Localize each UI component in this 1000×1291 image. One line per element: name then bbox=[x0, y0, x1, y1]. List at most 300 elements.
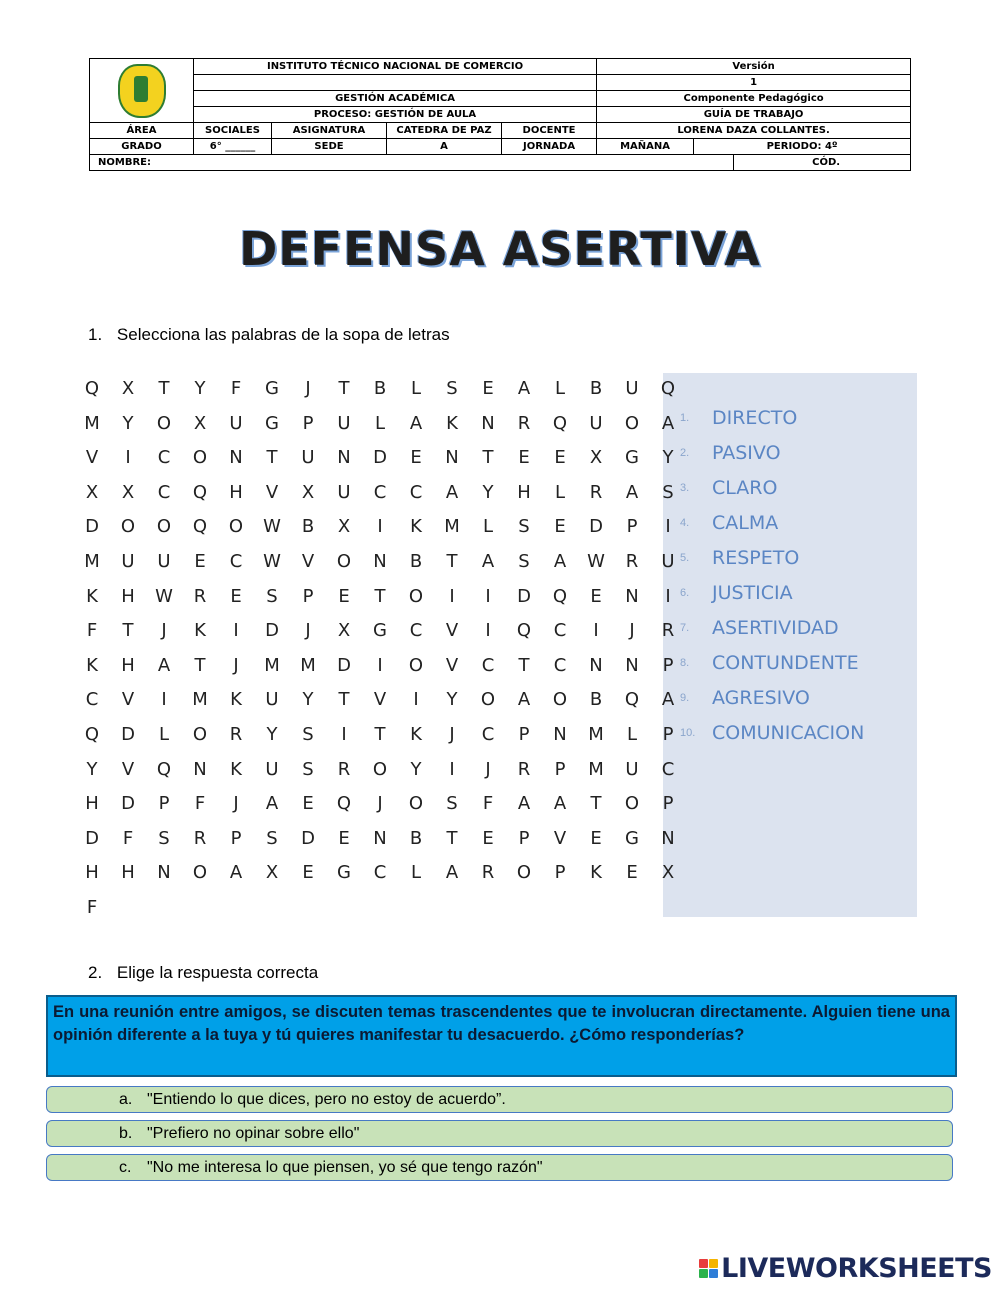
grid-letter[interactable]: X bbox=[121, 481, 135, 503]
grid-letter[interactable]: M bbox=[444, 516, 460, 538]
grid-letter[interactable]: B bbox=[301, 516, 315, 538]
grid-letter[interactable]: T bbox=[590, 793, 602, 815]
grid-letter[interactable]: U bbox=[229, 412, 243, 434]
grid-letter[interactable]: B bbox=[589, 689, 603, 711]
grid-letter[interactable]: G bbox=[625, 827, 639, 849]
word-number: 8. bbox=[680, 657, 690, 670]
word-list bbox=[680, 400, 864, 751]
grid-letter[interactable]: C bbox=[481, 654, 495, 676]
grid-letter[interactable]: V bbox=[373, 689, 387, 711]
grid-letter[interactable]: U bbox=[589, 412, 603, 434]
grid-letter[interactable]: D bbox=[589, 516, 603, 538]
grid-letter[interactable]: B bbox=[409, 550, 423, 572]
grid-letter[interactable]: I bbox=[377, 654, 383, 676]
grid-letter[interactable]: H bbox=[229, 481, 243, 503]
grid-letter[interactable]: D bbox=[121, 723, 135, 745]
area-value: SOCIALES bbox=[194, 123, 272, 139]
grid-letter[interactable]: G bbox=[625, 447, 639, 469]
grid-letter[interactable]: E bbox=[338, 827, 350, 849]
grid-letter[interactable]: V bbox=[445, 620, 459, 642]
grid-letter[interactable]: A bbox=[157, 654, 171, 676]
grid-letter[interactable]: N bbox=[193, 758, 207, 780]
grid-letter[interactable]: N bbox=[625, 585, 639, 607]
grid-letter[interactable]: L bbox=[554, 378, 566, 399]
grid-letter[interactable]: A bbox=[517, 378, 531, 399]
grid-letter[interactable]: A bbox=[445, 862, 459, 884]
grid-letter[interactable]: X bbox=[265, 862, 279, 884]
grid-letter[interactable]: P bbox=[626, 516, 638, 538]
grid-letter[interactable]: M bbox=[300, 654, 316, 676]
grid-letter[interactable]: I bbox=[485, 585, 491, 607]
grid-letter[interactable]: R bbox=[661, 620, 675, 642]
grid-letter[interactable]: R bbox=[193, 585, 207, 607]
word-text: RESPETO bbox=[712, 546, 800, 569]
grid-letter[interactable]: L bbox=[410, 378, 422, 399]
grid-letter[interactable]: A bbox=[481, 550, 495, 572]
grid-letter[interactable]: A bbox=[517, 689, 531, 711]
grid-letter[interactable]: W bbox=[587, 550, 605, 572]
section2-instruction: Elige la respuesta correcta bbox=[116, 963, 319, 982]
grid-letter[interactable]: T bbox=[518, 654, 530, 676]
grid-letter[interactable]: L bbox=[158, 723, 170, 745]
header-table bbox=[89, 58, 911, 171]
grid-letter[interactable]: O bbox=[372, 758, 388, 780]
grid-letter[interactable]: R bbox=[517, 758, 531, 780]
grid-letter[interactable]: Y bbox=[662, 447, 674, 469]
grid-letter[interactable]: U bbox=[625, 758, 639, 780]
grid-letter[interactable]: I bbox=[449, 758, 455, 780]
grid-letter[interactable]: I bbox=[665, 516, 671, 538]
grid-letter[interactable]: V bbox=[121, 689, 135, 711]
grid-letter[interactable]: Q bbox=[336, 793, 352, 815]
grid-letter[interactable]: W bbox=[155, 585, 173, 607]
grid-letter[interactable]: X bbox=[301, 481, 315, 503]
grid-letter[interactable]: C bbox=[229, 550, 243, 572]
grid-letter[interactable]: L bbox=[626, 723, 638, 745]
grid-letter[interactable]: O bbox=[192, 447, 208, 469]
grid-letter[interactable]: Y bbox=[302, 689, 314, 711]
word-text: JUSTICIA bbox=[712, 582, 793, 605]
grid-letter[interactable]: E bbox=[482, 827, 494, 849]
grid-letter[interactable]: O bbox=[336, 550, 352, 572]
grid-letter[interactable]: Q bbox=[192, 516, 208, 538]
grid-letter[interactable]: R bbox=[193, 827, 207, 849]
grid-letter[interactable]: O bbox=[552, 689, 568, 711]
teacher-label: DOCENTE bbox=[502, 123, 597, 139]
grid-letter[interactable]: P bbox=[518, 723, 530, 745]
name-field[interactable]: NOMBRE: bbox=[90, 155, 734, 171]
grid-letter[interactable]: Q bbox=[84, 378, 100, 399]
grid-letter[interactable]: F bbox=[194, 793, 206, 815]
grid-letter[interactable]: Q bbox=[516, 620, 532, 642]
grid-letter[interactable]: J bbox=[449, 723, 455, 745]
grid-letter[interactable]: G bbox=[265, 412, 279, 434]
grid-letter[interactable]: Q bbox=[84, 723, 100, 745]
site-label: SEDE bbox=[272, 139, 387, 155]
grid-letter[interactable]: H bbox=[85, 793, 99, 815]
grid-letter[interactable]: I bbox=[341, 723, 347, 745]
component: Componente Pedagógico bbox=[597, 91, 911, 107]
grid-letter[interactable]: L bbox=[554, 481, 566, 503]
guide: GUÍA DE TRABAJO bbox=[597, 107, 911, 123]
grid-letter[interactable]: I bbox=[593, 620, 599, 642]
grid-letter[interactable]: E bbox=[518, 447, 530, 469]
grid-letter[interactable]: C bbox=[373, 862, 387, 884]
grid-letter[interactable]: A bbox=[409, 412, 423, 434]
grid-letter[interactable]: O bbox=[120, 516, 136, 538]
grid-letter[interactable]: O bbox=[408, 654, 424, 676]
grid-letter[interactable]: J bbox=[161, 620, 167, 642]
grid-letter[interactable]: Y bbox=[86, 758, 98, 780]
grid-letter[interactable]: V bbox=[265, 481, 279, 503]
grid-letter[interactable]: A bbox=[265, 793, 279, 815]
grid-letter[interactable]: T bbox=[122, 620, 134, 642]
grid-letter[interactable]: Q bbox=[552, 412, 568, 434]
grid-letter[interactable]: G bbox=[337, 862, 351, 884]
page-title: DEFENSA ASERTIVA bbox=[239, 222, 761, 276]
grid-letter[interactable]: P bbox=[662, 723, 674, 745]
grid-letter[interactable]: L bbox=[374, 412, 386, 434]
grid-letter[interactable]: B bbox=[373, 378, 387, 399]
grid-letter[interactable]: A bbox=[517, 793, 531, 815]
grid-letter[interactable]: V bbox=[553, 827, 567, 849]
liveworksheets-brand[interactable] bbox=[699, 1253, 992, 1284]
grid-letter[interactable]: Q bbox=[552, 585, 568, 607]
grid-letter[interactable]: V bbox=[121, 758, 135, 780]
grid-letter[interactable]: F bbox=[86, 620, 98, 642]
grid-letter[interactable]: E bbox=[302, 862, 314, 884]
grid-letter[interactable]: X bbox=[121, 378, 135, 399]
grid-letter[interactable]: Y bbox=[194, 378, 206, 399]
word-number: 9. bbox=[680, 692, 690, 705]
grid-letter[interactable]: Q bbox=[624, 689, 640, 711]
grid-letter[interactable]: I bbox=[377, 516, 383, 538]
grid-letter[interactable]: D bbox=[337, 654, 351, 676]
grid-letter[interactable]: C bbox=[553, 620, 567, 642]
grid-letter[interactable]: P bbox=[302, 412, 314, 434]
grid-letter[interactable]: D bbox=[301, 827, 315, 849]
grid-letter[interactable]: E bbox=[590, 827, 602, 849]
word-list-item bbox=[680, 470, 864, 505]
word-number: 1. bbox=[680, 411, 690, 424]
grid-letter[interactable]: C bbox=[409, 620, 423, 642]
grid-letter[interactable]: N bbox=[553, 723, 567, 745]
grid-letter[interactable]: C bbox=[661, 758, 675, 780]
option-letter: c. bbox=[119, 1159, 132, 1176]
grid-letter[interactable]: S bbox=[518, 516, 530, 538]
grid-letter[interactable]: E bbox=[554, 447, 566, 469]
grid-letter[interactable]: I bbox=[125, 447, 131, 469]
grid-letter[interactable]: B bbox=[409, 827, 423, 849]
grid-letter[interactable]: H bbox=[121, 654, 135, 676]
word-number: 7. bbox=[680, 622, 690, 635]
grid-letter[interactable]: E bbox=[230, 585, 242, 607]
word-search-grid[interactable] bbox=[74, 372, 686, 926]
grid-letter[interactable]: O bbox=[480, 689, 496, 711]
grid-letter[interactable]: U bbox=[265, 689, 279, 711]
grid-letter[interactable]: T bbox=[374, 723, 386, 745]
grid-letter[interactable]: F bbox=[86, 896, 98, 918]
grid-letter[interactable]: F bbox=[230, 378, 242, 399]
grid-letter[interactable]: A bbox=[661, 689, 675, 711]
grid-letter[interactable]: V bbox=[85, 447, 99, 469]
word-list-item bbox=[680, 435, 864, 470]
grid-letter[interactable]: K bbox=[446, 412, 458, 434]
grid-letter[interactable]: O bbox=[624, 412, 640, 434]
grid-letter[interactable]: M bbox=[84, 412, 100, 434]
grid-letter[interactable]: J bbox=[629, 620, 635, 642]
word-list-item bbox=[680, 505, 864, 540]
grid-letter[interactable]: J bbox=[485, 758, 491, 780]
grid-letter[interactable]: T bbox=[338, 689, 350, 711]
grid-letter[interactable]: K bbox=[230, 689, 242, 711]
grid-letter[interactable]: N bbox=[661, 827, 675, 849]
grid-letter[interactable]: T bbox=[194, 654, 206, 676]
grid-letter[interactable]: T bbox=[446, 550, 458, 572]
grid-letter[interactable]: M bbox=[84, 550, 100, 572]
grid-letter[interactable]: M bbox=[192, 689, 208, 711]
grid-letter[interactable]: N bbox=[445, 447, 459, 469]
grid-letter[interactable]: X bbox=[85, 481, 99, 503]
grid-letter[interactable]: U bbox=[625, 378, 639, 399]
grid-letter[interactable]: Y bbox=[446, 689, 458, 711]
grid-letter[interactable]: J bbox=[305, 378, 311, 399]
grid-letter[interactable]: K bbox=[86, 585, 98, 607]
grid-letter[interactable]: Q bbox=[192, 481, 208, 503]
grid-letter[interactable]: I bbox=[449, 585, 455, 607]
grid-letter[interactable]: N bbox=[481, 412, 495, 434]
grid-letter[interactable]: X bbox=[589, 447, 603, 469]
grid-letter[interactable]: C bbox=[157, 447, 171, 469]
grid-letter[interactable]: S bbox=[302, 723, 314, 745]
grid-letter[interactable]: O bbox=[156, 516, 172, 538]
grid-letter[interactable]: T bbox=[266, 447, 278, 469]
grid-letter[interactable]: N bbox=[625, 654, 639, 676]
grid-letter[interactable]: E bbox=[302, 793, 314, 815]
word-number: 4. bbox=[680, 516, 690, 529]
option-text: "Entiendo lo que dices, pero no estoy de acuerdo”. bbox=[147, 1091, 506, 1108]
grid-letter[interactable]: C bbox=[553, 654, 567, 676]
brand-text: LIVEWORKSHEETS bbox=[721, 1253, 992, 1284]
grid-letter[interactable]: Y bbox=[266, 723, 278, 745]
grid-letter[interactable]: A bbox=[445, 481, 459, 503]
grid-letter[interactable]: C bbox=[85, 689, 99, 711]
grid-letter[interactable]: A bbox=[661, 412, 675, 434]
section1-number: 1. bbox=[88, 325, 103, 344]
grid-letter[interactable]: M bbox=[588, 758, 604, 780]
word-text: DIRECTO bbox=[712, 406, 798, 429]
grid-letter[interactable]: U bbox=[301, 447, 315, 469]
grid-letter[interactable]: J bbox=[377, 793, 383, 815]
grid-letter[interactable]: U bbox=[661, 550, 675, 572]
grid-letter[interactable]: P bbox=[554, 862, 566, 884]
grid-letter[interactable]: X bbox=[337, 620, 351, 642]
grid-letter[interactable]: X bbox=[337, 516, 351, 538]
grid-letter[interactable]: P bbox=[302, 585, 314, 607]
grid-letter[interactable]: G bbox=[265, 378, 279, 399]
grid-letter[interactable]: I bbox=[413, 689, 419, 711]
grid-letter[interactable]: N bbox=[589, 654, 603, 676]
grid-letter[interactable]: K bbox=[410, 723, 422, 745]
grid-letter[interactable]: P bbox=[662, 793, 674, 815]
grid-letter[interactable]: K bbox=[410, 516, 422, 538]
grid-letter[interactable]: R bbox=[625, 550, 639, 572]
grid-letter[interactable]: Q bbox=[660, 378, 676, 399]
grid-letter[interactable]: O bbox=[192, 723, 208, 745]
grid-letter[interactable]: L bbox=[410, 862, 422, 884]
grid-letter[interactable]: U bbox=[265, 758, 279, 780]
grid-letter[interactable]: O bbox=[408, 585, 424, 607]
grid-letter[interactable]: E bbox=[590, 585, 602, 607]
grid-letter[interactable]: H bbox=[121, 585, 135, 607]
grid-letter[interactable]: R bbox=[589, 481, 603, 503]
grid-letter[interactable]: P bbox=[158, 793, 170, 815]
word-number: 10. bbox=[680, 727, 696, 740]
grid-letter[interactable]: N bbox=[337, 447, 351, 469]
school-logo-cell bbox=[90, 59, 194, 123]
grid-letter[interactable]: S bbox=[446, 793, 458, 815]
grid-letter[interactable]: F bbox=[482, 793, 494, 815]
grid-letter[interactable]: J bbox=[305, 620, 311, 642]
grid-letter[interactable]: K bbox=[590, 862, 602, 884]
grid-letter[interactable]: S bbox=[446, 378, 458, 399]
grid-letter[interactable]: F bbox=[122, 827, 134, 849]
grid-letter[interactable]: R bbox=[517, 412, 531, 434]
option-a[interactable] bbox=[46, 1086, 953, 1113]
word-number: 6. bbox=[680, 587, 690, 600]
grid-letter[interactable]: T bbox=[446, 827, 458, 849]
grid-letter[interactable]: P bbox=[554, 758, 566, 780]
option-b[interactable] bbox=[46, 1120, 953, 1147]
grid-letter[interactable]: H bbox=[517, 481, 531, 503]
grid-letter[interactable]: D bbox=[373, 447, 387, 469]
option-letter: b. bbox=[119, 1125, 133, 1142]
grid-letter[interactable]: Y bbox=[482, 481, 494, 503]
grid-letter[interactable]: J bbox=[233, 793, 239, 815]
grid-letter[interactable]: T bbox=[158, 378, 170, 399]
grid-letter[interactable]: Y bbox=[410, 758, 422, 780]
grid-letter[interactable]: G bbox=[373, 620, 387, 642]
grid-letter[interactable]: S bbox=[662, 481, 674, 503]
grid-letter[interactable]: H bbox=[121, 862, 135, 884]
grid-letter[interactable]: I bbox=[233, 620, 239, 642]
process: PROCESO: GESTIÓN DE AULA bbox=[194, 107, 597, 123]
grid-letter[interactable]: C bbox=[409, 481, 423, 503]
grid-letter[interactable]: K bbox=[230, 758, 242, 780]
grid-letter[interactable]: W bbox=[263, 516, 281, 538]
option-c[interactable] bbox=[46, 1154, 953, 1181]
grid-letter[interactable]: C bbox=[481, 723, 495, 745]
grid-letter[interactable]: D bbox=[121, 793, 135, 815]
grid-letter[interactable]: H bbox=[85, 862, 99, 884]
grid-letter[interactable]: V bbox=[445, 654, 459, 676]
grid-letter[interactable]: O bbox=[408, 793, 424, 815]
grid-letter[interactable]: E bbox=[626, 862, 638, 884]
grid-letter[interactable]: D bbox=[85, 516, 99, 538]
grid-letter[interactable]: I bbox=[665, 585, 671, 607]
grid-letter[interactable]: N bbox=[373, 827, 387, 849]
grid-letter[interactable]: X bbox=[661, 862, 675, 884]
grid-letter[interactable]: U bbox=[157, 550, 171, 572]
grid-letter[interactable]: D bbox=[85, 827, 99, 849]
grid-letter[interactable]: E bbox=[482, 378, 494, 399]
grid-letter[interactable]: P bbox=[662, 654, 674, 676]
grid-letter[interactable]: N bbox=[373, 550, 387, 572]
grid-letter[interactable]: P bbox=[518, 827, 530, 849]
grid-letter[interactable]: E bbox=[554, 516, 566, 538]
grid-letter[interactable]: E bbox=[338, 585, 350, 607]
grid-letter[interactable]: T bbox=[338, 378, 350, 399]
grid-letter[interactable]: D bbox=[265, 620, 279, 642]
grid-letter[interactable]: D bbox=[517, 585, 531, 607]
grid-letter[interactable]: C bbox=[373, 481, 387, 503]
subject-value: CATEDRA DE PAZ bbox=[387, 123, 502, 139]
grid-letter[interactable]: U bbox=[337, 412, 351, 434]
code-field[interactable]: CÓD. bbox=[734, 155, 911, 171]
grid-letter[interactable]: W bbox=[263, 550, 281, 572]
grid-letter[interactable]: N bbox=[229, 447, 243, 469]
grade-label: GRADO bbox=[90, 139, 194, 155]
grid-letter[interactable]: O bbox=[156, 412, 172, 434]
grid-letter[interactable]: A bbox=[229, 862, 243, 884]
grid-letter[interactable]: I bbox=[161, 689, 167, 711]
grid-letter[interactable]: S bbox=[266, 827, 278, 849]
grid-letter[interactable]: U bbox=[337, 481, 351, 503]
grid-letter[interactable]: Q bbox=[156, 758, 172, 780]
grid-letter[interactable]: K bbox=[86, 654, 98, 676]
grid-letter[interactable]: J bbox=[233, 654, 239, 676]
liveworksheets-logo-icon bbox=[699, 1259, 718, 1278]
grid-letter[interactable]: L bbox=[482, 516, 494, 538]
grid-letter[interactable]: R bbox=[481, 862, 495, 884]
grade-value[interactable]: 6° ______ bbox=[194, 139, 272, 155]
grid-letter[interactable]: I bbox=[485, 620, 491, 642]
grid-letter[interactable]: B bbox=[589, 378, 603, 399]
grid-letter[interactable]: A bbox=[553, 550, 567, 572]
grid-letter[interactable]: M bbox=[264, 654, 280, 676]
grid-letter[interactable]: U bbox=[121, 550, 135, 572]
subject-label: ASIGNATURA bbox=[272, 123, 387, 139]
grid-letter[interactable]: T bbox=[482, 447, 494, 469]
grid-letter[interactable]: M bbox=[588, 723, 604, 745]
grid-letter[interactable]: S bbox=[266, 585, 278, 607]
grid-letter[interactable]: S bbox=[518, 550, 530, 572]
grid-letter[interactable]: O bbox=[228, 516, 244, 538]
grid-letter[interactable]: O bbox=[516, 862, 532, 884]
grid-letter[interactable]: R bbox=[337, 758, 351, 780]
grid-letter[interactable]: Y bbox=[122, 412, 134, 434]
word-text: CALMA bbox=[712, 511, 779, 534]
grid-letter[interactable]: K bbox=[194, 620, 206, 642]
grid-letter[interactable]: N bbox=[157, 862, 171, 884]
grid-letter[interactable]: O bbox=[624, 793, 640, 815]
grid-letter[interactable]: E bbox=[194, 550, 206, 572]
grid-letter[interactable]: P bbox=[230, 827, 242, 849]
grid-letter[interactable]: O bbox=[192, 862, 208, 884]
grid-letter[interactable]: C bbox=[157, 481, 171, 503]
grid-letter[interactable]: A bbox=[625, 481, 639, 503]
grid-letter[interactable]: T bbox=[374, 585, 386, 607]
section2-number: 2. bbox=[88, 963, 103, 982]
grid-letter[interactable]: A bbox=[553, 793, 567, 815]
grid-letter[interactable]: S bbox=[158, 827, 170, 849]
grid-letter[interactable]: E bbox=[410, 447, 422, 469]
grid-letter[interactable]: R bbox=[229, 723, 243, 745]
grid-letter[interactable]: X bbox=[193, 412, 207, 434]
grid-letter[interactable]: S bbox=[302, 758, 314, 780]
section2-heading bbox=[88, 963, 318, 983]
grid-letter[interactable]: V bbox=[301, 550, 315, 572]
